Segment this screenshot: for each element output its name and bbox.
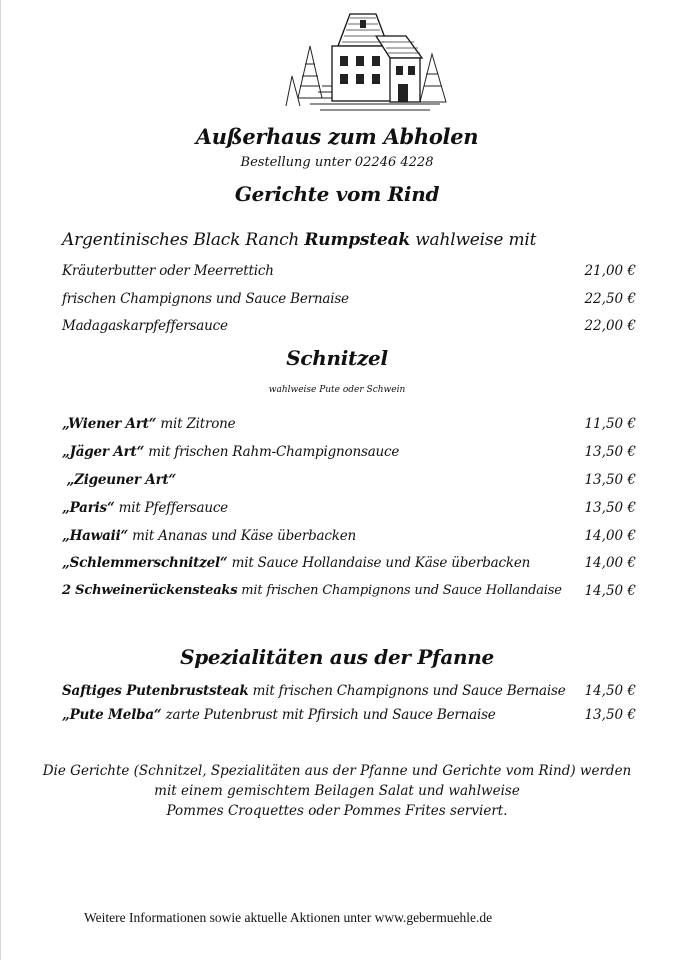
menu-item-price: 13,50 € bbox=[584, 500, 636, 516]
section-heading-schnitzel: Schnitzel bbox=[286, 346, 388, 370]
menu-item bbox=[62, 263, 636, 283]
rind-intro-text: Argentinisches Black Ranch bbox=[62, 230, 305, 250]
menu-item bbox=[62, 472, 636, 492]
menu-item-price: 11,50 € bbox=[584, 416, 636, 432]
menu-item-desc: mit frischen Champignons und Sauce Hollandaise bbox=[237, 583, 562, 598]
menu-item-name bbox=[62, 583, 562, 598]
side-dish-note bbox=[0, 761, 674, 821]
menu-item-name bbox=[62, 555, 530, 571]
menu-item bbox=[62, 528, 636, 548]
note-line: mit einem gemischtem Beilagen Salat und wahlweise bbox=[154, 783, 520, 799]
menu-item-desc: mit frischen Rahm-Champignonsauce bbox=[144, 444, 400, 460]
menu-item-bold: „Zigeuner Art“ bbox=[62, 472, 177, 488]
schnitzel-note: wahlweise Pute oder Schwein bbox=[268, 385, 406, 395]
rind-intro-bold: Rumpsteak bbox=[304, 230, 410, 250]
menu-item bbox=[62, 444, 636, 464]
menu-item-bold: „Wiener Art“ bbox=[62, 416, 157, 432]
menu-item-desc: mit Sauce Hollandaise und Käse überbacken bbox=[227, 555, 531, 571]
website-info: Weitere Informationen sowie aktuelle Aktionen unter www.gebermuehle.de bbox=[84, 910, 493, 925]
page-title: Außerhaus zum Abholen bbox=[195, 124, 479, 149]
menu-item-price: 13,50 € bbox=[584, 444, 636, 460]
menu-item-price: 14,50 € bbox=[584, 683, 636, 699]
menu-item-bold: „Paris“ bbox=[62, 500, 115, 516]
menu-item-bold: „Schlemmerschnitzel“ bbox=[62, 555, 228, 571]
menu-item-bold: „Jäger Art“ bbox=[62, 444, 145, 460]
menu-item bbox=[62, 318, 636, 338]
menu-item-price: 13,50 € bbox=[584, 472, 636, 488]
section-heading-rind: Gerichte vom Rind bbox=[234, 182, 440, 206]
menu-item bbox=[62, 683, 636, 703]
menu-item-desc: mit Pfeffersauce bbox=[114, 500, 228, 516]
menu-item-bold: „Pute Melba“ bbox=[62, 707, 162, 723]
menu-item-desc: mit Ananas und Käse überbacken bbox=[128, 528, 357, 544]
rind-intro-text-end: wahlweise mit bbox=[409, 230, 537, 250]
menu-item-name: frischen Champignons und Sauce Bernaise bbox=[62, 291, 349, 307]
order-phone-line: Bestellung unter 02246 4228 bbox=[240, 155, 434, 170]
menu-item bbox=[62, 416, 636, 436]
house-drawing-icon bbox=[280, 6, 450, 116]
menu-item bbox=[62, 707, 636, 727]
menu-item-name: Kräuterbutter oder Meerrettich bbox=[62, 263, 274, 279]
menu-item-name bbox=[62, 683, 566, 699]
menu-item-price: 14,00 € bbox=[584, 528, 636, 544]
menu-item-price: 14,50 € bbox=[584, 583, 636, 599]
menu-item-desc: zarte Putenbrust mit Pfirsich und Sauce Bernaise bbox=[161, 707, 496, 723]
menu-item-desc: mit Zitrone bbox=[156, 416, 236, 432]
menu-item bbox=[62, 583, 636, 603]
menu-item-name: Madagaskarpfeffersauce bbox=[62, 318, 228, 334]
menu-item-name bbox=[62, 444, 399, 460]
menu-item-price: 14,00 € bbox=[584, 555, 636, 571]
menu-item-name bbox=[62, 707, 496, 723]
menu-item-name bbox=[62, 528, 356, 544]
note-line: Pommes Croquettes oder Pommes Frites serviert. bbox=[166, 803, 508, 819]
rind-intro bbox=[62, 230, 536, 250]
menu-item-price: 21,00 € bbox=[584, 263, 636, 279]
menu-item bbox=[62, 500, 636, 520]
menu-item bbox=[62, 291, 636, 311]
menu-item-desc: mit frischen Champignons und Sauce Bernaise bbox=[248, 683, 566, 699]
menu-item bbox=[62, 555, 636, 575]
section-heading-pfanne: Spezialitäten aus der Pfanne bbox=[180, 645, 494, 669]
menu-item-bold: „Hawaii“ bbox=[62, 528, 129, 544]
menu-item-price: 22,00 € bbox=[584, 318, 636, 334]
menu-item-price: 13,50 € bbox=[584, 707, 636, 723]
menu-item-name bbox=[62, 472, 176, 488]
menu-item-bold: 2 Schweinerückensteaks bbox=[62, 583, 238, 598]
menu-item-name bbox=[62, 416, 235, 432]
menu-item-price: 22,50 € bbox=[584, 291, 636, 307]
menu-item-bold: Saftiges Putenbruststeak bbox=[62, 683, 249, 699]
note-line: Die Gerichte (Schnitzel, Spezialitäten aus der Pfanne und Gerichte vom Rind) werden bbox=[42, 763, 632, 779]
menu-item-name bbox=[62, 500, 228, 516]
